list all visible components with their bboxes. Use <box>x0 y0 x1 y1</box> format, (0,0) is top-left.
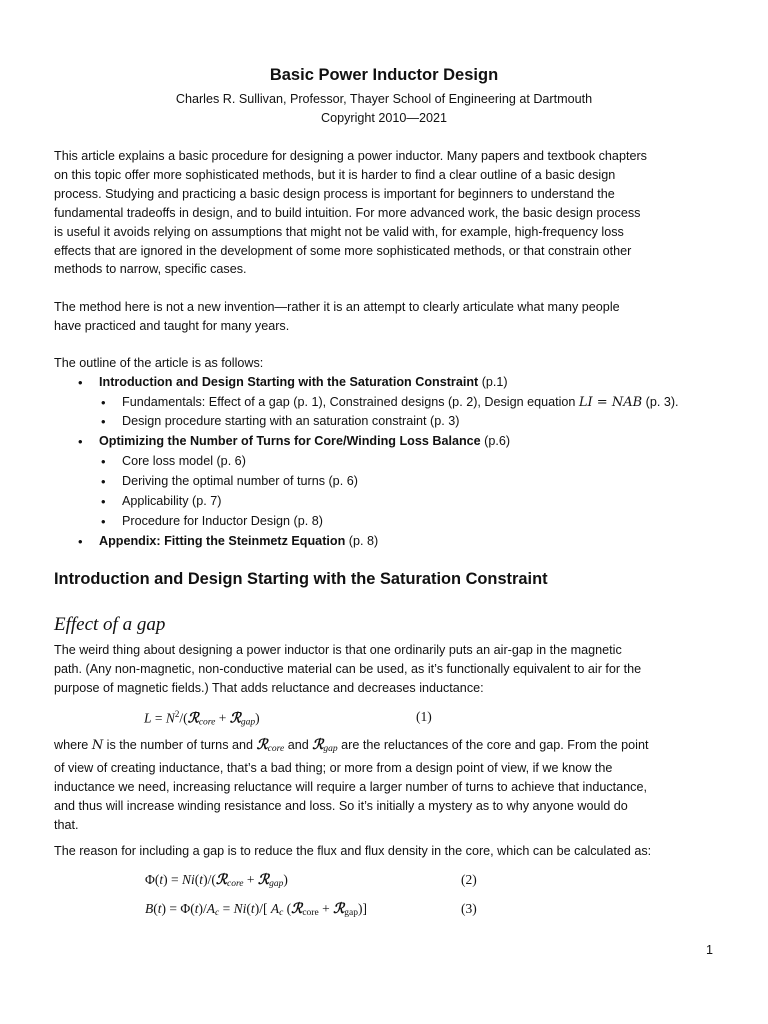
eq-symbol: i <box>242 901 247 916</box>
text-line: fundamental tradeoffs in design, and to build intuition. For more advanced work, the basic design process <box>54 205 641 220</box>
reluctance-symbol: ℛ <box>187 710 199 727</box>
eq-operator: ( <box>154 872 160 887</box>
reluctance-symbol: ℛ <box>333 901 345 917</box>
eq-subscript: gap <box>240 717 256 728</box>
text-line: of view of creating inductance, that’s a bad thing; or more from a design point of view, if we know the <box>54 760 613 775</box>
text-line: that. <box>54 817 79 832</box>
outline-intro: The outline of the article is as follows: <box>54 356 264 370</box>
eq-operator: ( <box>283 901 292 916</box>
bullet-icon: • <box>101 414 106 429</box>
section-heading: Introduction and Design Starting with the Saturation Constraint <box>54 570 548 588</box>
text-line: This article explains a basic procedure for designing a power inductor. Many papers and textbook chapters <box>54 149 647 163</box>
inline-symbol: N <box>91 738 104 753</box>
body-paragraph-4 <box>54 736 718 835</box>
eq-symbol: t <box>250 901 255 916</box>
eq-operator: / <box>203 901 207 916</box>
eq-symbol: t <box>159 872 164 887</box>
outline-item-2-page: (p.6) <box>480 434 511 448</box>
eq-operator: + <box>318 901 334 916</box>
eq-symbol: i <box>191 872 195 887</box>
outline-item-3-title: Appendix: Fitting the Steinmetz Equation <box>99 534 346 548</box>
eq-subscript: core <box>226 879 244 889</box>
reluctance-symbol: ℛ <box>215 872 227 888</box>
text-span: and <box>284 738 313 752</box>
eq-subscript: gap <box>344 908 358 918</box>
eq-operator: + <box>215 710 230 726</box>
bullet-icon: • <box>101 494 106 509</box>
text-line: inductance we need, increasing reluctance will require a larger number of turns to achieve that inductance, <box>54 779 647 794</box>
text-line: The method here is not a new invention—rather it is an attempt to clearly articulate what many people <box>54 300 620 314</box>
eq-operator: /( <box>207 872 216 887</box>
text-line: process. Studying and practicing a basic design process is important for beginners to understand the <box>54 186 615 201</box>
eq-operator: ) <box>198 901 204 916</box>
reluctance-symbol: ℛ <box>229 710 241 727</box>
eq-operator: ) <box>203 872 208 887</box>
text-line: and thus will increase winding resistance and loss. So it’s initially a mystery as to why anyone would do <box>54 798 628 813</box>
eq-operator: ( <box>246 901 251 916</box>
intro-paragraph-1 <box>54 147 718 279</box>
eq-subscript: core <box>302 908 319 918</box>
outline-item-1-title: Introduction and Design Starting with the Saturation Constraint <box>99 375 479 389</box>
text-span: are the reluctances of the core and gap. From the point <box>337 738 649 752</box>
eq-symbol: A <box>206 901 216 916</box>
equation-2 <box>145 872 288 889</box>
subsection-heading: Effect of a gap <box>54 614 166 635</box>
outline-item-3 <box>99 534 378 548</box>
eq-symbol: t <box>194 901 199 916</box>
equation-3 <box>145 901 367 918</box>
equation-1 <box>144 709 260 728</box>
text-span: where <box>54 738 92 752</box>
eq-operator: /( <box>179 710 188 726</box>
text-span: is the number of turns and <box>103 738 257 752</box>
eq-operator: = <box>166 901 181 916</box>
outline-item-1-sub-2: Design procedure starting with an saturation constraint (p. 3) <box>122 414 460 428</box>
eq-operator: ( <box>153 901 158 916</box>
bullet-icon: • <box>78 434 83 449</box>
reluctance-symbol: ℛ <box>257 872 270 888</box>
document-title: Basic Power Inductor Design <box>269 66 499 84</box>
eq-symbol: Φ <box>145 872 155 887</box>
outline-item-2 <box>99 434 510 448</box>
eq-operator: /[ <box>259 901 271 916</box>
text-line: have practiced and taught for many years. <box>54 318 290 333</box>
eq-operator: = <box>167 872 183 887</box>
intro-paragraph-2 <box>54 298 718 336</box>
eq-operator: ) <box>163 872 168 887</box>
eq-subscript: c <box>279 908 284 918</box>
eq-subscript: gap <box>269 879 284 889</box>
reluctance-symbol: ℛ <box>312 737 324 753</box>
outline-item-2-sub-3: Applicability (p. 7) <box>122 494 222 508</box>
bullet-icon: • <box>101 474 106 489</box>
equation-2-number: (2) <box>461 872 477 887</box>
equation-3-number: (3) <box>461 901 477 916</box>
eq-operator: + <box>243 872 258 887</box>
equation-1-number: (1) <box>416 709 432 724</box>
text-line: effects that are ignored in the development of some more sophisticated methods, or that constrain other <box>54 243 632 258</box>
eq-symbol: N <box>165 710 175 726</box>
outline-sub-text: Fundamentals: Effect of a gap (p. 1), Constrained designs (p. 2), Design equation <box>122 395 579 409</box>
outline-item-2-sub-4: Procedure for Inductor Design (p. 8) <box>122 514 323 528</box>
eq-operator: ( <box>190 901 195 916</box>
outline-item-3-page: (p. 8) <box>345 534 379 548</box>
eq-symbol: Φ <box>180 901 191 916</box>
copyright-line: Copyright 2010—2021 <box>320 111 448 125</box>
bullet-icon: • <box>101 395 106 410</box>
eq-symbol: A <box>270 901 280 916</box>
body-paragraph-5: The reason for including a gap is to reduce the flux and flux density in the core, which can be calculated as: <box>54 844 652 858</box>
eq-operator: ) <box>161 901 167 916</box>
inline-equation: LI = NAB <box>578 395 643 410</box>
bullet-icon: • <box>101 454 106 469</box>
eq-symbol: N <box>233 901 243 916</box>
eq-operator: ) <box>255 710 260 726</box>
eq-exponent: 2 <box>174 709 180 719</box>
eq-subscript: c <box>215 908 220 918</box>
eq-operator: = <box>219 901 234 916</box>
page-number: 1 <box>706 943 714 957</box>
eq-operator: ( <box>194 872 200 887</box>
text-line: purpose of magnetic fields.) That adds reluctance and decreases inductance: <box>54 680 484 695</box>
body-paragraph-3 <box>54 641 718 698</box>
text-line: on this topic offer more sophisticated methods, but it is harder to find a clear outline of a basic design <box>54 167 616 182</box>
eq-subscript: core <box>267 744 285 754</box>
outline-item-2-sub-2: Deriving the optimal number of turns (p. 6) <box>122 474 358 488</box>
author-line: Charles R. Sullivan, Professor, Thayer School of Engineering at Dartmouth <box>175 92 593 106</box>
eq-symbol: N <box>182 872 192 887</box>
bullet-icon: • <box>101 514 106 529</box>
eq-operator: ) <box>283 872 288 887</box>
outline-item-2-sub-1: Core loss model (p. 6) <box>122 454 246 468</box>
eq-symbol: L <box>144 710 152 726</box>
outline-item-1 <box>99 375 508 389</box>
text-line: path. (Any non-magnetic, non-conductive material can be used, as it’s functionally equivalent to air for the <box>54 661 642 676</box>
outline-item-1-page: (p.1) <box>478 375 508 389</box>
eq-symbol: B <box>145 901 154 916</box>
text-line: methods to narrow, specific cases. <box>54 262 247 277</box>
reluctance-symbol: ℛ <box>291 901 303 917</box>
eq-symbol: t <box>199 872 204 887</box>
bullet-icon: • <box>78 375 83 390</box>
outline-item-2-title: Optimizing the Number of Turns for Core/Winding Loss Balance <box>99 434 481 448</box>
bullet-icon: • <box>78 534 83 549</box>
eq-subscript: core <box>198 717 216 728</box>
eq-symbol: t <box>157 901 162 916</box>
outline-sub-page: (p. 3). <box>642 395 679 409</box>
outline-item-1-sub-1 <box>122 395 679 410</box>
eq-operator: ) <box>254 901 260 916</box>
eq-subscript: gap <box>323 744 338 754</box>
text-line: is useful it avoids relying on assumptions that might not be valid with, for example, high-frequency loss <box>54 224 624 239</box>
eq-operator: )] <box>357 901 367 916</box>
eq-operator: = <box>151 710 166 726</box>
text-line: The weird thing about designing a power inductor is that one ordinarily puts an air-gap in the magnetic <box>54 643 622 657</box>
text-line <box>54 736 718 759</box>
reluctance-symbol: ℛ <box>256 737 268 753</box>
